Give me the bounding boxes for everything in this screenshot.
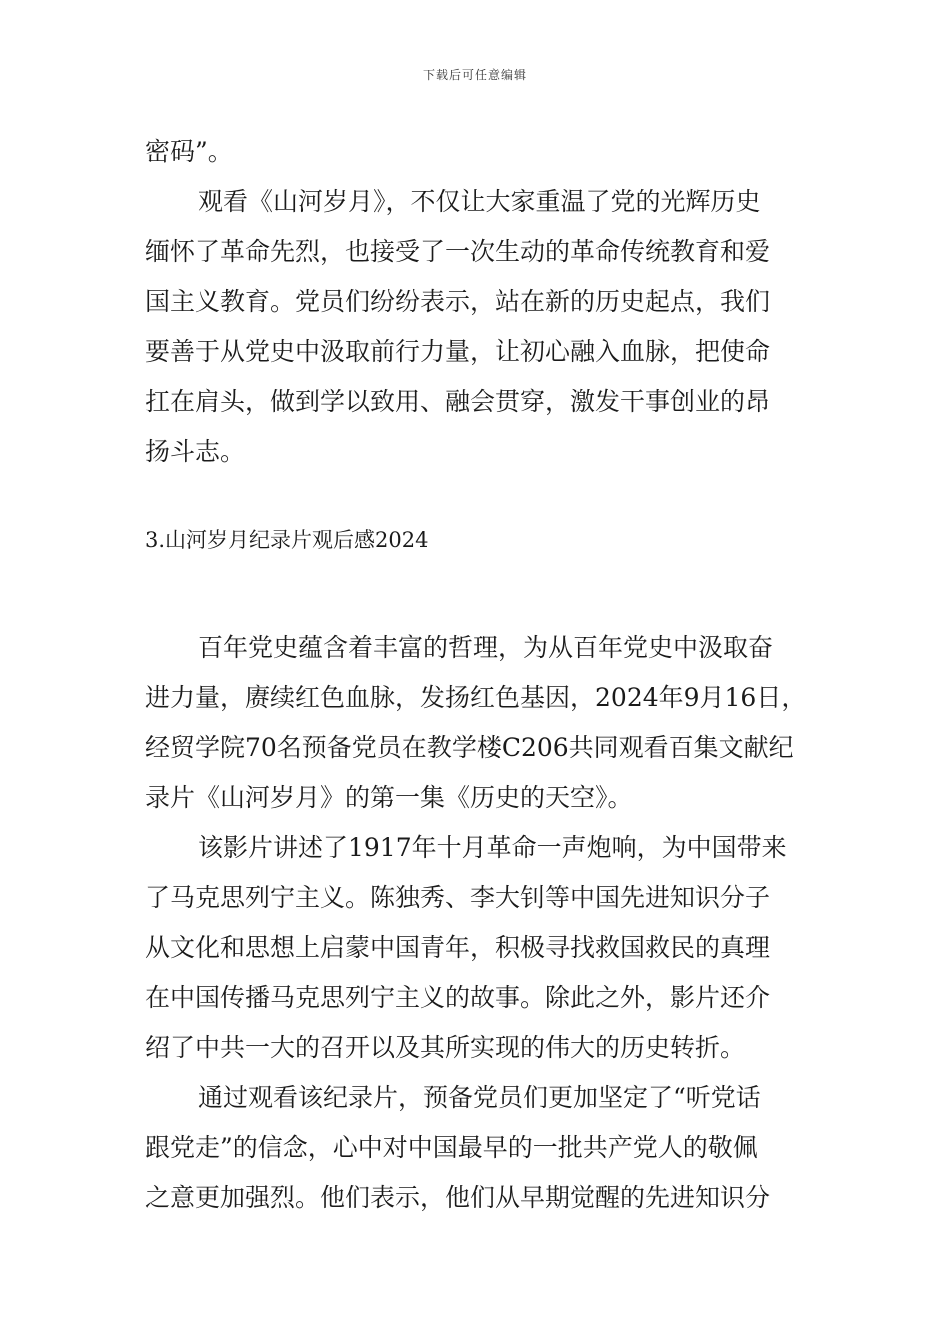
paragraph-film-content xyxy=(145,823,810,1073)
page-header: 下载后可任意编辑 xyxy=(422,68,527,82)
paragraph-reflection xyxy=(145,1073,810,1223)
text-line: 百年党史蕴含着丰富的哲理，为从百年党史中汲取奋 xyxy=(198,633,774,662)
text-line: 进力量，赓续红色血脉，发扬红色基因，2024年9月16日， xyxy=(145,683,807,712)
text-line: 之意更加强烈。他们表示，他们从早期觉醒的先进知识分 xyxy=(145,1183,771,1212)
text-line: 扬斗志。 xyxy=(145,437,246,466)
section-heading: 3.山河岁月纪录片观后感2024 xyxy=(145,528,429,552)
text-line: 扛在肩头，做到学以致用、融会贯穿，激发干事创业的昂 xyxy=(145,387,771,416)
text-line: 国主义教育。党员们纷纷表示，站在新的历史起点，我们 xyxy=(145,287,771,316)
text-line: 从文化和思想上启蒙中国青年，积极寻找救国救民的真理 xyxy=(145,933,771,962)
text-line: 经贸学院70名预备党员在教学楼C206共同观看百集文献纪 xyxy=(145,733,794,762)
text-line: 该影片讲述了1917年十月革命一声炮响，为中国带来 xyxy=(198,833,787,862)
text-line: 通过观看该纪录片，预备党员们更加坚定了“听党话 xyxy=(198,1083,761,1112)
text-line: 缅怀了革命先烈，也接受了一次生动的革命传统教育和爱 xyxy=(145,237,771,266)
text-line: 跟党走”的信念，心中对中国最早的一批共产党人的敬佩 xyxy=(145,1133,758,1162)
text-line: 密码”。 xyxy=(145,137,233,166)
document-body xyxy=(145,127,810,1223)
text-line: 录片《山河岁月》的第一集《历史的天空》。 xyxy=(145,783,633,812)
text-line: 在中国传播马克思列宁主义的故事。除此之外，影片还介 xyxy=(145,983,771,1012)
paragraph-intro xyxy=(145,623,810,823)
text-line: 了马克思列宁主义。陈独秀、李大钊等中国先进知识分子 xyxy=(145,883,771,912)
paragraph-viewing-summary xyxy=(145,177,810,477)
paragraph-continuation xyxy=(145,127,810,177)
text-line: 要善于从党史中汲取前行力量，让初心融入血脉，把使命 xyxy=(145,337,771,366)
text-line: 绍了中共一大的召开以及其所实现的伟大的历史转折。 xyxy=(145,1033,746,1062)
text-line: 观看《山河岁月》，不仅让大家重温了党的光辉历史 xyxy=(198,187,761,216)
